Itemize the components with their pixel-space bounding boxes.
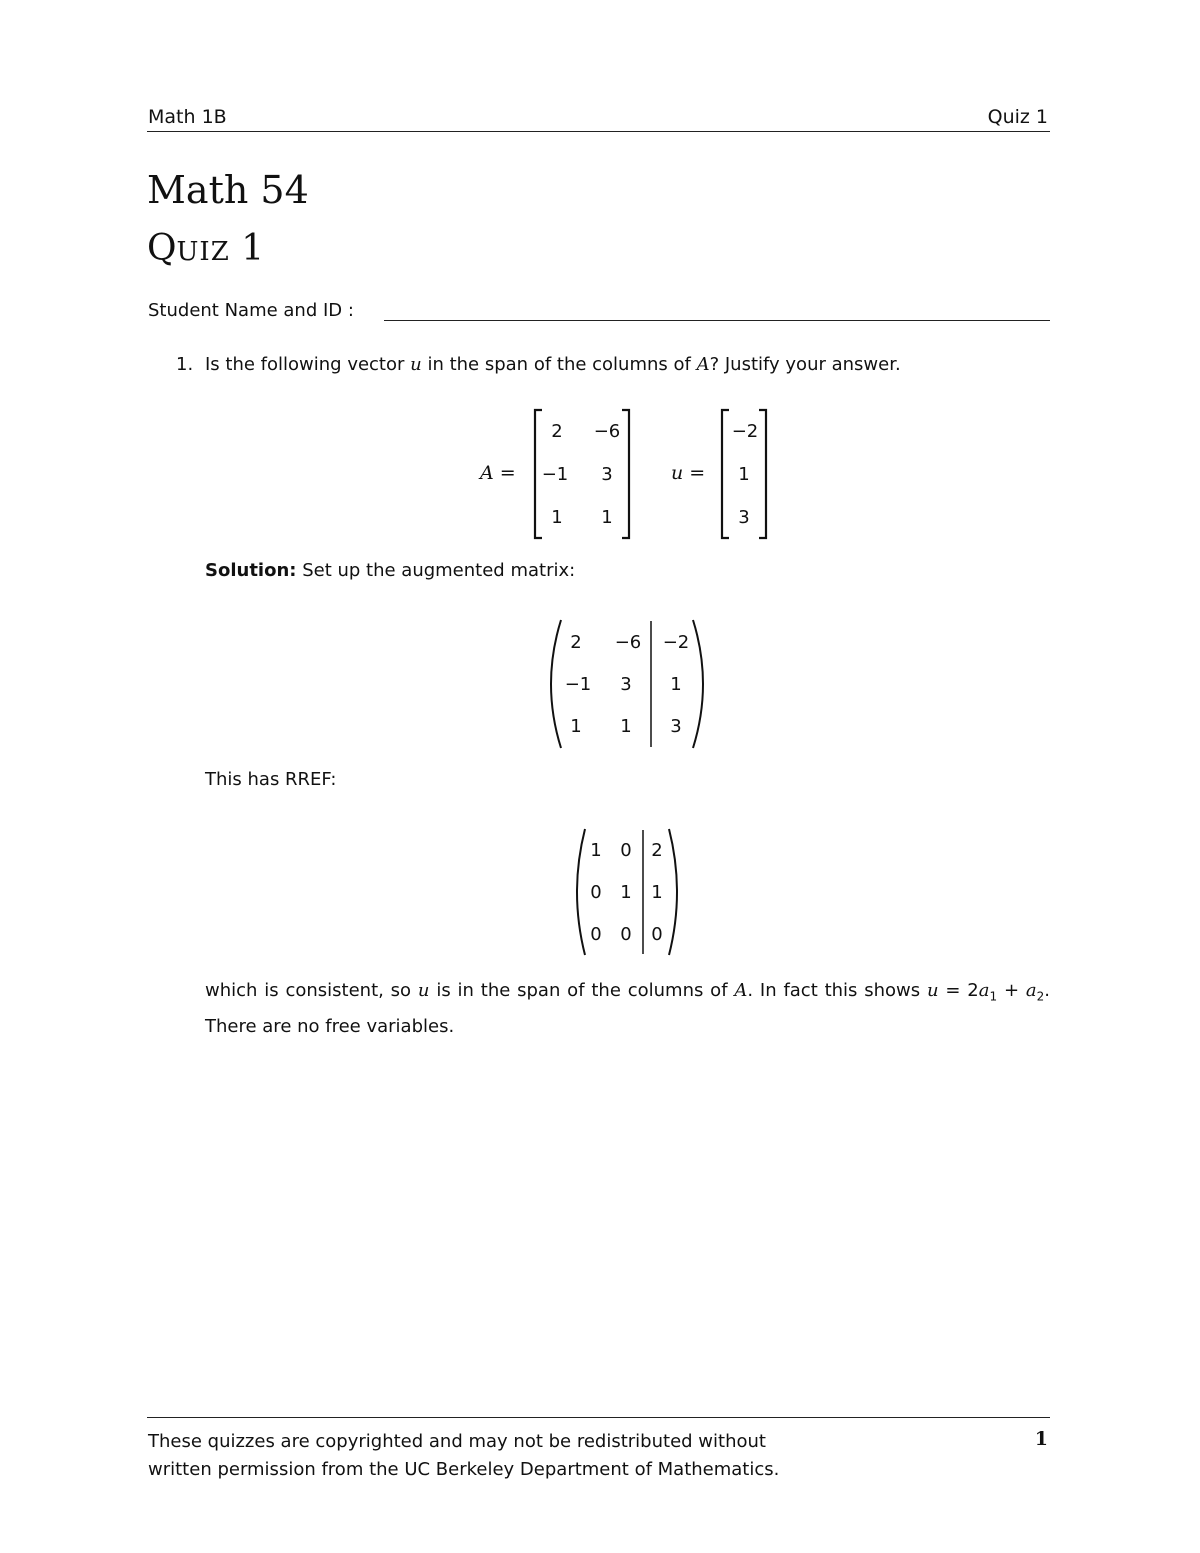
rref-matrix <box>573 826 681 958</box>
subtitle-number: 1 <box>229 228 265 269</box>
rref-cell: 1 <box>620 882 632 903</box>
conclusion-text: is in the span of the columns of <box>429 980 735 1001</box>
conclusion-text: . In fact this shows <box>747 980 927 1001</box>
augmented-cell: 2 <box>570 632 582 653</box>
student-name-field[interactable] <box>384 320 1050 321</box>
matrix-A-label: A = <box>480 462 516 484</box>
vector-u-cell: −2 <box>731 421 759 442</box>
rref-cell: 0 <box>590 882 602 903</box>
header-quiz: Quiz 1 <box>987 106 1048 128</box>
var-u: u <box>417 980 430 1001</box>
rref-cell: 0 <box>620 924 632 945</box>
rref-cell: 1 <box>590 840 602 861</box>
conclusion-equation: + <box>997 980 1026 1001</box>
matrix-A-cell: 3 <box>601 464 613 485</box>
conclusion-paragraph <box>205 976 1050 1041</box>
rref-cell: 1 <box>651 882 663 903</box>
var-A: A <box>696 354 710 375</box>
page-number: 1 <box>1034 1428 1048 1450</box>
augmented-cell: 1 <box>620 716 632 737</box>
subscript: 2 <box>1036 989 1045 1004</box>
augmented-cell: 3 <box>670 716 682 737</box>
rref-cell: 2 <box>651 840 663 861</box>
footer-line: These quizzes are copyrighted and may not be redistributed without <box>148 1431 766 1452</box>
vector-u <box>718 408 770 540</box>
matrix-A <box>530 408 634 540</box>
question-part-3: ? Justify your answer. <box>709 354 901 375</box>
var-u: u <box>410 354 422 375</box>
question-part-2: in the span of the columns of <box>421 354 697 375</box>
footer-rule <box>147 1417 1050 1418</box>
matrix-A-cell: 2 <box>551 421 563 442</box>
augmented-cell: −2 <box>662 632 690 653</box>
solution-line <box>205 560 575 581</box>
rref-label: This has RREF: <box>205 769 337 790</box>
augmented-cell: 3 <box>620 674 632 695</box>
header-course: Math 1B <box>148 106 227 128</box>
augmented-cell: −1 <box>564 674 592 695</box>
rref-cell: 0 <box>590 924 602 945</box>
matrix-A-cell: 1 <box>601 507 613 528</box>
rref-cell: 0 <box>651 924 663 945</box>
page-subtitle <box>147 228 264 269</box>
page-title: Math 54 <box>147 168 309 212</box>
solution-text: Set up the augmented matrix: <box>296 560 576 581</box>
vector-u-label: u = <box>671 462 706 484</box>
vector-u-cell: 1 <box>738 464 750 485</box>
subtitle-initial: Q <box>147 228 177 269</box>
question-part-1: Is the following vector <box>205 354 411 375</box>
matrix-A-cell: −1 <box>541 464 569 485</box>
conclusion-equation: = 2 <box>938 980 979 1001</box>
conclusion-text: . There are no free variables. <box>205 980 1050 1037</box>
subscript: 1 <box>989 989 998 1004</box>
var-a: a <box>1025 980 1037 1001</box>
matrix-A-cell: −6 <box>593 421 621 442</box>
question-text <box>205 354 901 375</box>
rref-cell: 0 <box>620 840 632 861</box>
augmented-cell: −6 <box>614 632 642 653</box>
footer-line: written permission from the UC Berkeley Department of Mathematics. <box>148 1459 780 1480</box>
conclusion-text: which is consistent, so <box>205 980 418 1001</box>
augmented-cell: 1 <box>570 716 582 737</box>
vector-u-cell: 3 <box>738 507 750 528</box>
subtitle-smallcaps: UIZ <box>176 237 230 267</box>
solution-label: Solution: <box>205 560 297 581</box>
var-a: a <box>978 980 990 1001</box>
question-number: 1. <box>176 354 194 375</box>
footer-copyright <box>148 1428 779 1484</box>
augmented-matrix <box>545 617 709 751</box>
header-rule <box>147 131 1050 132</box>
student-name-label: Student Name and ID : <box>148 300 354 321</box>
augmented-cell: 1 <box>670 674 682 695</box>
var-u: u <box>926 980 939 1001</box>
var-A: A <box>734 980 748 1001</box>
matrix-A-cell: 1 <box>551 507 563 528</box>
